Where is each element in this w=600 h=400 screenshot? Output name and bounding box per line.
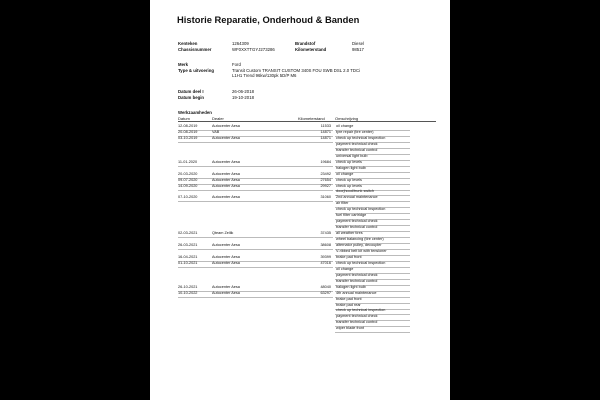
row-date: 10-10-2022 [178, 290, 198, 295]
datum-deel1-label: Datum deel I [178, 89, 204, 94]
km-value: 98517 [352, 47, 364, 52]
row-omschrijving: oil change [336, 266, 354, 271]
row-separator [178, 297, 333, 298]
row-omschrijving: oil change [336, 124, 354, 128]
row-omschrijving: wiper blade front [336, 326, 365, 331]
row-omschrijving: transfer technical control [336, 278, 378, 283]
row-omschrijving: fuel filter cartridge [336, 213, 367, 218]
row-kilometerstand: 29927 [320, 183, 331, 188]
col-header-kilometerstand: Kilometerstand [298, 116, 325, 121]
row-dealer: Autocenter Aesa [212, 290, 240, 295]
col-header-dealer: Dealer [212, 116, 224, 121]
brandstof-label: Brandstof [295, 41, 316, 46]
row-kilometerstand: 31060 [320, 195, 331, 200]
merk-value: Ford [232, 62, 241, 67]
datum-begin-value: 19-10-2018 [232, 95, 254, 100]
row-kilometerstand: 48040 [320, 284, 331, 289]
type-value-line1: Transit Custom TRANSIT CUSTOM 340S FOU SWB DSL 2.0 TDCi [232, 68, 361, 73]
row-omschrijving: all weather tires [336, 231, 363, 236]
row-dealer: Autocenter Aesa [212, 284, 240, 289]
row-omschrijving: brake pad front [336, 254, 362, 259]
row-kilometerstand: 38608 [320, 243, 331, 247]
row-omschrijving: universal light bulb [336, 153, 368, 158]
row-omschrijving: air filter [336, 201, 349, 206]
row-omschrijving: 4th annual maintenance [336, 290, 377, 295]
kenteken-value: 1264309 [232, 41, 249, 46]
row-date: 26-03-2021 [178, 243, 198, 247]
kenteken-label: Kenteken [178, 41, 198, 46]
row-date: 26-10-2021 [178, 284, 198, 289]
row-separator [178, 166, 333, 167]
row-omschrijving: payment technical check [336, 141, 378, 146]
row-date: 14-09-2020 [178, 183, 198, 188]
row-date: 16-04-2021 [178, 254, 198, 259]
row-dealer: Qteam Zellik [212, 231, 234, 236]
row-omschrijving: check up technical inspection [336, 135, 386, 140]
row-omschrijving: payment technical check [336, 314, 378, 319]
row-separator [178, 142, 333, 143]
row-date: 02-03-2021 [178, 231, 198, 236]
row-kilometerstand: 11533 [320, 124, 331, 128]
row-kilometerstand: 39399 [320, 254, 331, 259]
row-omschrijving: transfer technical control [336, 147, 378, 152]
row-omschrijving: check up technical inspection [336, 207, 386, 212]
row-dealer: Autocenter Aesa [212, 183, 240, 188]
row-dealer: Autocenter Aesa [212, 177, 240, 182]
row-date: 07-10-2020 [178, 195, 198, 200]
row-omschrijving: transfer technical control [336, 320, 378, 325]
row-kilometerstand: 23492 [320, 171, 331, 176]
row-date: 20-08-2019 [178, 129, 198, 134]
row-omschrijving: check up levels [336, 183, 362, 188]
row-date: 09-07-2020 [178, 177, 198, 182]
row-dealer: Autocenter Aesa [212, 124, 240, 128]
row-omschrijving: brake pad rear [336, 302, 361, 307]
document-page [150, 0, 450, 400]
merk-label: Merk [178, 62, 189, 67]
row-omschrijving: halogen light bulb [336, 284, 366, 289]
row-date: 03-10-2019 [178, 135, 198, 140]
row-omschrijving: check up levels [336, 159, 362, 164]
row-omschrijving: doorjhood/trunk switch [336, 189, 374, 194]
row-date: 12-08-2019 [178, 124, 198, 128]
row-date: 11-01-2020 [178, 159, 198, 164]
werkzaamheden-title: Werkzaamheden [178, 110, 212, 115]
row-dealer: VAB [212, 129, 220, 134]
col-header-omschrijving: Omschrijving [335, 116, 359, 121]
row-kilometerstand: 63297 [320, 290, 331, 295]
row-omschrijving: wheel balancing (tire center) [336, 237, 384, 242]
row-date: 20-03-2020 [178, 171, 198, 176]
row-dealer: Autocenter Aesa [212, 260, 240, 265]
row-omschrijving: check up levels [336, 177, 362, 182]
row-omschrijving: 2nd annual maintenance [336, 195, 378, 200]
row-dealer: Autocenter Aesa [212, 171, 240, 176]
row-omschrijving: tyre repair (tire center) [336, 129, 374, 134]
row-dealer: Autocenter Aesa [212, 159, 240, 164]
row-omschrijving: halogen light bulb [336, 165, 366, 170]
row-kilometerstand: 37435 [320, 231, 331, 236]
row-omschrijving: payment technical check [336, 219, 378, 224]
km-label: Kilometerstand [295, 47, 327, 52]
row-kilometerstand: 14871 [320, 135, 331, 140]
row-separator [178, 201, 333, 202]
datum-begin-label: Datum begin [178, 95, 205, 100]
row-dealer: Autocenter Aesa [212, 195, 240, 200]
row-separator [178, 249, 333, 250]
row-omschrijving: check up technical inspection [336, 260, 386, 265]
row-omschrijving: brake pad front [336, 296, 362, 301]
row-kilometerstand: 14871 [320, 129, 331, 134]
description-separator [335, 332, 410, 333]
type-label: Type & uitvoering [178, 68, 214, 73]
row-omschrijving: V-ribbed belt kit with tensioner [336, 248, 387, 253]
row-separator [178, 267, 333, 268]
row-separator [178, 190, 333, 191]
row-omschrijving: alternator pulley, decoupler [336, 243, 382, 247]
row-separator [178, 237, 333, 238]
type-value-line2: L1H1 Trend 96kw/130pk 5D/P M6 [232, 73, 297, 78]
row-omschrijving: transfer technical control [336, 225, 378, 230]
row-dealer: Autocenter Aesa [212, 243, 240, 247]
col-header-datum: Datum [178, 116, 190, 121]
row-omschrijving: check up technical inspection [336, 308, 386, 313]
row-dealer: Autocenter Aesa [212, 135, 240, 140]
row-kilometerstand: 19684 [320, 159, 331, 164]
datum-deel1-value: 26-06-2018 [232, 89, 254, 94]
row-date: 01-10-2021 [178, 260, 198, 265]
brandstof-value: Diesel [352, 41, 364, 46]
row-omschrijving: oil change [336, 171, 354, 176]
row-kilometerstand: 27654 [320, 177, 331, 182]
chassis-label: Chassisnummer [178, 47, 212, 52]
header-divider [178, 121, 436, 122]
row-omschrijving: payment technical check [336, 272, 378, 277]
row-dealer: Autocenter Aesa [212, 254, 240, 259]
chassis-value: WF0XXTTGYJ273286 [232, 47, 275, 52]
row-kilometerstand: 47016 [320, 260, 331, 265]
document-title: Historie Reparatie, Onderhoud & Banden [177, 14, 360, 25]
